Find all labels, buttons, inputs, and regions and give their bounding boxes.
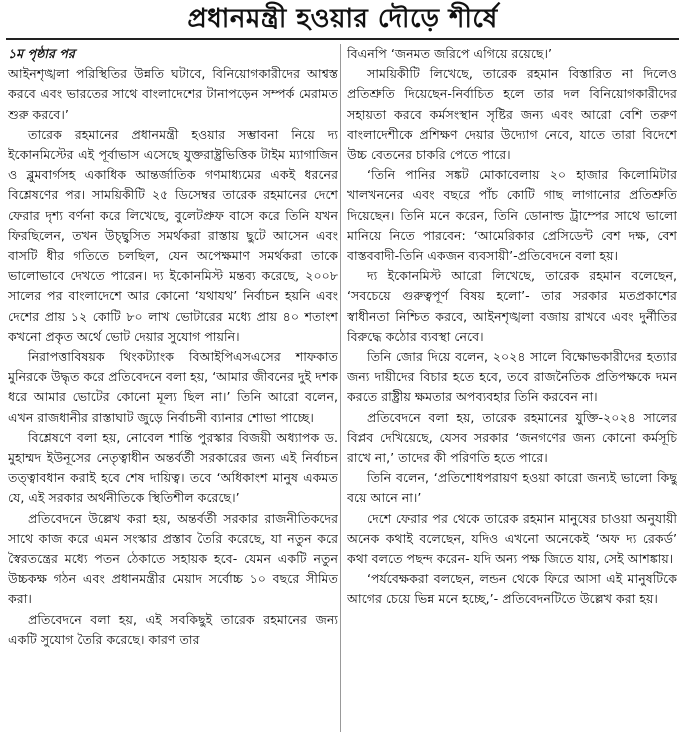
article-paragraph: ‘তিনি পানির সঙ্কট মোকাবেলায় ২০ হাজার কিলোমিটার খালখননের এবং বছরে পাঁচ কোটি গাছ লাগানোর প্রতিশ্রুতি দিয়েছেন। তিনি মনে করেন, তিনি ডোনাল্ড ট্রাম্পের সাথে ভালো মানিয়ে নিতে পারবেন: ‘আমেরিকার প্রেসিডেন্ট বেশ দক্ষ, বেশ বাস্তববাদী-তিনি একজন ব্যবসায়ী’-প্রতিবেদনে বলা হয়।	[347, 167, 677, 264]
headline-rule	[6, 38, 679, 40]
article-paragraph: দ্য ইকোনমিস্ট আরো লিখেছে, তারেক রহমান বলেছেন, ‘সবচেয়ে গুরুত্বপূর্ণ বিষয় হলো’- তার সরকার মতপ্রকাশের স্বাধীনতা নিশ্চিত করবে, আইনশৃঙ্খলা বজায় রাখবে এবং দুর্নীতির বিরুদ্ধে কঠোর ব্যবস্থা নেবে।	[347, 268, 677, 344]
left-column	[8, 44, 338, 734]
article-paragraph: সাময়িকীটি লিখেছে, তারেক রহমান বিস্তারিত না দিলেও প্রতিশ্রুতি দিয়েছেন-নির্বাচিত হলে তার দল বিনিয়োগকারীদের সহায়তা করবে কর্মসংস্থান সৃষ্টির জন্য এবং আরো বেশি তরুণ বাংলাদেশীকে প্রশিক্ষণ দেয়ার উদ্যোগ নেবে, যাতে তারা বিদেশে উচ্চ বেতনের চাকরি পেতে পারে।	[347, 66, 677, 163]
column-divider	[340, 44, 341, 732]
article-paragraph: বিএনপি ‘জনমত জরিপে এগিয়ে রয়েছে।’	[347, 46, 553, 61]
article-paragraph: প্রতিবেদনে বলা হয়, এই সবকিছুই তারেক রহমানের জন্য একটি সুযোগ তৈরি করেছে। কারণ তার	[8, 611, 338, 647]
article-paragraph: তারেক রহমানের প্রধানমন্ত্রী হওয়ার সম্ভাবনা নিয়ে দ্য ইকোনমিস্টের এই পূর্বাভাস এসেছে যুক্তরাষ্ট্রভিত্তিক টাইম ম্যাগাজিন ও ব্লুমবার্গসহ একাধিক আন্তর্জাতিক গণমাধ্যমের একই ধরনের বিশ্লেষণের পর। সাময়িকীটি ২৫ ডিসেম্বর তারেক রহমানের দেশে ফেরার দৃশ্য বর্ণনা করে লিখেছে, বুলেটপ্রুফ বাসে করে তিনি যখন ফিরছিলেন, তখন উচ্ছ্বসিত সমর্থকরা রাস্তায় ছুটে আসেন এবং বাসটি ধীর গতিতে চলছিল, যেন অপেক্ষমাণ সমর্থকরা তাকে ভালোভাবে দেখতে পারেন। দ্য ইকোনমিস্ট মন্তব্য করেছে, ২০০৮ সালের পর বাংলাদেশে আর কোনো ‘যথাযথ’ নির্বাচন হয়নি এবং দেশের প্রায় ১২ কোটি ৮০ লাখ ভোটারের মধ্যে প্রায় ৪০ শতাংশ কখনো প্রকৃত অর্থে ভোট দেয়ার সুযোগ পায়নি।	[8, 126, 338, 344]
article-paragraph: তিনি জোর দিয়ে বলেন, ২০২৪ সালে বিক্ষোভকারীদের হত্যার জন্য দায়ীদের বিচার হতে হবে, তবে রাজনৈতিক প্রতিপক্ষকে দমন করতে রাষ্ট্রীয় ক্ষমতার অপব্যবহার তিনি করবেন না।	[347, 349, 677, 405]
article-paragraph: ‘পর্যবেক্ষকরা বলছেন, লন্ডন থেকে ফিরে আসা এই মানুষটিকে আগের চেয়ে ভিন্ন মনে হচ্ছে,’- প্রতিবেদনটিতে উল্লেখ করা হয়।	[347, 571, 677, 607]
article-paragraph: প্রতিবেদনে উল্লেখ করা হয়, অন্তর্বর্তী সরকার রাজনীতিকদের সাথে কাজ করে এমন সংস্কার প্রস্তাব তৈরি করেছে, যা নতুন করে স্বৈরতন্ত্রের মধ্যে পতন ঠেকাতে সহায়ক হবে- যেমন একটি নতুন উচ্চকক্ষ গঠন এবং প্রধানমন্ত্রীর মেয়াদ সর্বোচ্চ ১০ বছরে সীমিত করা।	[8, 510, 338, 607]
right-column	[347, 44, 677, 734]
article-paragraph: আইনশৃঙ্খলা পরিস্থিতির উন্নতি ঘটাবে, বিনিয়োগকারীদের আশ্বস্ত করবে এবং ভারতের সাথে বাংলাদেশের টানাপড়েন সম্পর্ক মেরামত শুরু করবে।’	[8, 66, 338, 122]
article-paragraph: প্রতিবেদনে বলা হয়, তারেক রহমানের যুক্তি-২০২৪ সালের বিপ্লব দেখিয়েছে, যেসব সরকার ‘জনগণের জন্য কোনো কর্মসূচি রাখে না,’ তাদের কী পরিণতি হতে পারে।	[347, 409, 677, 466]
continuation-kicker: ১ম পৃষ্ঠার পর	[8, 46, 75, 61]
page-headline: প্রধানমন্ত্রী হওয়ার দৌড়ে শীর্ষে	[187, 4, 498, 34]
article-paragraph: নিরাপত্তাবিষয়ক থিংকট্যাংক বিআইপিএসএসের শাফকাত মুনিরকে উদ্ধৃত করে প্রতিবেদনে বলা হয়, ‘আমার জীবনের দুই দশক ধরে আমার ভোটের কোনো মূল্য ছিল না।’ তিনি আরো বলেন, এখন রাজধানীর রাস্তাঘাট জুড়ে নির্বাচনী ব্যানার শোভা পাচ্ছে।	[8, 349, 338, 425]
article-paragraph: বিশ্লেষণে বলা হয়, নোবেল শান্তি পুরস্কার বিজয়ী অধ্যাপক ড. মুহাম্মদ ইউনূসের নেতৃত্বাধীন অন্তর্বর্তী সরকারের জন্য এই নির্বাচন তত্ত্বাবধান করাই হবে শেষ দায়িত্ব। তবে ‘অধিকাংশ মানুষ একমত যে, এই সরকার অর্থনীতিকে স্থিতিশীল করেছে।’	[8, 429, 338, 506]
article-paragraph: দেশে ফেরার পর থেকে তারেক রহমান মানুষের চাওয়া অনুযায়ী অনেক কথাই বলেছেন, যদিও এখনো অনেকেই ‘অফ দ্য রেকর্ড’ কথা বলতে পছন্দ করেন- যদি অন্য পক্ষ জিতে যায়, সেই আশঙ্কায়।	[347, 510, 677, 567]
article-paragraph: তিনি বলেন, ‘প্রতিশোধপরায়ণ হওয়া কারো জন্যই ভালো কিছু বয়ে আনে না।’	[347, 470, 677, 506]
